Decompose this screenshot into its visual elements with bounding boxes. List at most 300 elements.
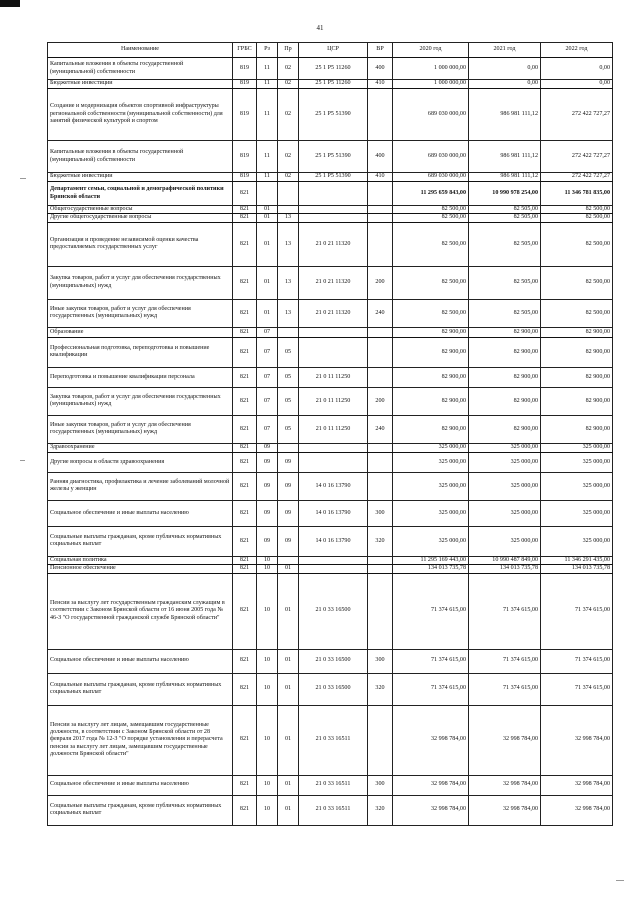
cell-2022: 272 422 727,27 (541, 173, 613, 182)
cell-grbs: 821 (233, 500, 257, 526)
cell-grbs: 821 (233, 367, 257, 387)
cell-name: Создание и модернизация объектов спортивной инфраструктуры региональной собственности (муниципальной собственности) для занятий физической культурой и спортом (48, 89, 233, 141)
cell-pr: 09 (278, 472, 299, 500)
cell-name: Другие вопросы в области здравоохранения (48, 452, 233, 472)
cell-vr: 410 (368, 173, 393, 182)
cell-2021: 325 000,00 (469, 526, 541, 556)
cell-csr: 25 1 P5 11260 (299, 58, 368, 80)
cell-grbs: 819 (233, 173, 257, 182)
cell-pr: 02 (278, 80, 299, 89)
cell-vr (368, 452, 393, 472)
cell-pr (278, 556, 299, 564)
cell-vr (368, 206, 393, 214)
cell-2022: 134 013 735,78 (541, 565, 613, 573)
cell-2021: 325 000,00 (469, 452, 541, 472)
table-row (48, 795, 613, 825)
cell-2020: 689 030 000,00 (393, 173, 469, 182)
table-row (48, 443, 613, 452)
cell-grbs: 821 (233, 775, 257, 795)
cell-vr (368, 367, 393, 387)
header-csr: ЦСР (299, 43, 368, 58)
table-row (48, 649, 613, 673)
cell-2021: 0,00 (469, 58, 541, 80)
cell-pr: 13 (278, 214, 299, 222)
cell-2022: 71 374 615,00 (541, 573, 613, 649)
cell-2022: 11 346 781 835,00 (541, 182, 613, 206)
cell-2021: 82 900,00 (469, 337, 541, 367)
table-row (48, 141, 613, 173)
cell-name: Ранняя диагностика, профилактика и лечение заболеваний молочной железы у женщин (48, 472, 233, 500)
cell-rz: 09 (257, 443, 278, 452)
cell-name: Департамент семьи, социальной и демографической политики Брянской области (48, 182, 233, 206)
table-row (48, 367, 613, 387)
cell-2022: 82 900,00 (541, 415, 613, 443)
cell-rz (257, 182, 278, 206)
cell-grbs: 821 (233, 705, 257, 775)
cell-pr: 02 (278, 141, 299, 173)
table-header-row (48, 43, 613, 58)
table-row (48, 500, 613, 526)
budget-table (47, 42, 613, 826)
cell-pr: 05 (278, 415, 299, 443)
cell-name: Образование (48, 327, 233, 337)
cell-csr: 21 0 33 16500 (299, 673, 368, 705)
cell-vr (368, 182, 393, 206)
cell-name: Капитальные вложения в объекты государственной (муниципальной) собственности (48, 141, 233, 173)
cell-grbs: 819 (233, 58, 257, 80)
cell-2021: 82 900,00 (469, 327, 541, 337)
cell-grbs: 821 (233, 387, 257, 415)
cell-vr: 320 (368, 673, 393, 705)
cell-csr: 21 0 11 11250 (299, 387, 368, 415)
cell-2022: 32 998 784,00 (541, 705, 613, 775)
cell-name: Капитальные вложения в объекты государственной (муниципальной) собственности (48, 58, 233, 80)
cell-vr (368, 327, 393, 337)
cell-2022: 0,00 (541, 58, 613, 80)
cell-rz: 10 (257, 673, 278, 705)
cell-rz: 10 (257, 775, 278, 795)
table-row (48, 89, 613, 141)
cell-csr (299, 452, 368, 472)
cell-rz: 07 (257, 387, 278, 415)
cell-csr: 21 0 21 11320 (299, 222, 368, 266)
cell-2020: 32 998 784,00 (393, 795, 469, 825)
cell-grbs: 821 (233, 327, 257, 337)
cell-2021: 82 900,00 (469, 367, 541, 387)
cell-rz: 10 (257, 705, 278, 775)
cell-pr: 05 (278, 367, 299, 387)
table-row (48, 214, 613, 222)
cell-csr: 21 0 11 11250 (299, 367, 368, 387)
cell-2022: 82 900,00 (541, 327, 613, 337)
cell-2022: 71 374 615,00 (541, 673, 613, 705)
cell-vr: 400 (368, 58, 393, 80)
header-year-2022: 2022 год (541, 43, 613, 58)
cell-name: Организация и проведение независимой оценки качества предоставляемых государственных услуг (48, 222, 233, 266)
cell-vr (368, 214, 393, 222)
cell-pr: 01 (278, 649, 299, 673)
cell-2020: 71 374 615,00 (393, 573, 469, 649)
cell-csr (299, 337, 368, 367)
cell-2022: 82 500,00 (541, 266, 613, 299)
cell-name: Социальные выплаты гражданам, кроме публичных нормативных социальных выплат (48, 526, 233, 556)
cell-pr: 01 (278, 705, 299, 775)
cell-csr (299, 556, 368, 564)
cell-vr: 410 (368, 80, 393, 89)
cell-pr: 02 (278, 58, 299, 80)
cell-grbs: 821 (233, 206, 257, 214)
cell-2022: 82 500,00 (541, 214, 613, 222)
page-number: 41 (316, 24, 324, 32)
table-row (48, 573, 613, 649)
cell-name: Общегосударственные вопросы (48, 206, 233, 214)
cell-rz: 11 (257, 173, 278, 182)
cell-2020: 82 900,00 (393, 337, 469, 367)
cell-csr: 14 0 16 13790 (299, 500, 368, 526)
cell-rz: 11 (257, 89, 278, 141)
cell-rz: 10 (257, 649, 278, 673)
cell-2020: 82 900,00 (393, 387, 469, 415)
cell-2022: 32 998 784,00 (541, 775, 613, 795)
cell-2021: 71 374 615,00 (469, 573, 541, 649)
cell-csr: 21 0 21 11320 (299, 266, 368, 299)
cell-vr (368, 705, 393, 775)
cell-pr: 01 (278, 795, 299, 825)
cell-2021: 71 374 615,00 (469, 673, 541, 705)
header-grbs: ГРБС (233, 43, 257, 58)
header-rz: Рз (257, 43, 278, 58)
cell-csr: 14 0 16 13790 (299, 472, 368, 500)
table-body (48, 43, 613, 826)
cell-vr: 400 (368, 141, 393, 173)
cell-name: Социальное обеспечение и иные выплаты населению (48, 649, 233, 673)
cell-pr: 09 (278, 526, 299, 556)
table-row (48, 565, 613, 573)
cell-name: Социальное обеспечение и иные выплаты населению (48, 775, 233, 795)
cell-rz: 10 (257, 795, 278, 825)
cell-grbs: 821 (233, 573, 257, 649)
cell-rz: 07 (257, 415, 278, 443)
cell-vr (368, 443, 393, 452)
cell-name: Закупка товаров, работ и услуг для обеспечения государственных (муниципальных) нужд (48, 387, 233, 415)
margin-tick (20, 178, 26, 179)
cell-2022: 272 422 727,27 (541, 141, 613, 173)
cell-vr: 300 (368, 775, 393, 795)
cell-2020: 325 000,00 (393, 472, 469, 500)
cell-grbs: 821 (233, 452, 257, 472)
table-row (48, 526, 613, 556)
table-row (48, 452, 613, 472)
cell-2020: 325 000,00 (393, 500, 469, 526)
table-row (48, 80, 613, 89)
cell-2020: 325 000,00 (393, 526, 469, 556)
cell-grbs: 821 (233, 649, 257, 673)
cell-rz: 11 (257, 80, 278, 89)
cell-2022: 325 000,00 (541, 472, 613, 500)
cell-2020: 1 000 000,00 (393, 58, 469, 80)
cell-rz: 01 (257, 206, 278, 214)
cell-pr: 01 (278, 775, 299, 795)
cell-name: Пенсии за выслугу лет государственным гражданским служащим в соответствии с Законом Брянской области от 16 июня 2005 года № 46-З "О государственной гражданской службе Брянской области" (48, 573, 233, 649)
scan-corner-mark (0, 0, 20, 7)
cell-grbs: 821 (233, 526, 257, 556)
cell-2021: 82 900,00 (469, 387, 541, 415)
cell-2020: 82 900,00 (393, 327, 469, 337)
cell-2022: 325 000,00 (541, 500, 613, 526)
cell-name: Бюджетные инвестиции (48, 80, 233, 89)
cell-2020: 11 295 659 843,00 (393, 182, 469, 206)
cell-2021: 82 505,00 (469, 299, 541, 327)
cell-2021: 0,00 (469, 80, 541, 89)
cell-csr: 25 1 P5 51390 (299, 89, 368, 141)
cell-pr: 01 (278, 565, 299, 573)
cell-grbs: 819 (233, 141, 257, 173)
cell-rz: 01 (257, 222, 278, 266)
cell-grbs: 819 (233, 80, 257, 89)
cell-2021: 82 505,00 (469, 214, 541, 222)
cell-2021: 10 990 978 254,00 (469, 182, 541, 206)
table-row (48, 299, 613, 327)
cell-grbs: 821 (233, 214, 257, 222)
cell-rz: 10 (257, 573, 278, 649)
cell-grbs: 821 (233, 565, 257, 573)
cell-grbs: 821 (233, 337, 257, 367)
table-row (48, 182, 613, 206)
margin-tick (20, 460, 25, 461)
cell-vr (368, 222, 393, 266)
cell-vr: 320 (368, 526, 393, 556)
cell-name: Пенсионное обеспечение (48, 565, 233, 573)
cell-grbs: 821 (233, 266, 257, 299)
cell-2020: 71 374 615,00 (393, 649, 469, 673)
cell-csr: 25 1 P5 11260 (299, 80, 368, 89)
cell-csr (299, 565, 368, 573)
cell-csr (299, 327, 368, 337)
cell-2022: 82 500,00 (541, 206, 613, 214)
cell-vr: 320 (368, 795, 393, 825)
table-row (48, 58, 613, 80)
cell-2022: 272 422 727,27 (541, 89, 613, 141)
cell-2022: 82 500,00 (541, 299, 613, 327)
cell-2021: 325 000,00 (469, 500, 541, 526)
cell-name: Иные закупки товаров, работ и услуг для обеспечения государственных (муниципальных) нужд (48, 299, 233, 327)
cell-csr (299, 443, 368, 452)
cell-csr: 21 0 33 16511 (299, 775, 368, 795)
cell-rz: 09 (257, 500, 278, 526)
cell-vr (368, 573, 393, 649)
cell-2020: 32 998 784,00 (393, 775, 469, 795)
cell-2021: 325 000,00 (469, 443, 541, 452)
cell-pr: 05 (278, 387, 299, 415)
cell-csr (299, 214, 368, 222)
cell-pr: 13 (278, 266, 299, 299)
table-row (48, 556, 613, 564)
cell-name: Бюджетные инвестиции (48, 173, 233, 182)
cell-csr: 25 1 P5 51390 (299, 173, 368, 182)
table-row (48, 206, 613, 214)
cell-2020: 325 000,00 (393, 443, 469, 452)
cell-name: Социальные выплаты гражданам, кроме публичных нормативных социальных выплат (48, 673, 233, 705)
cell-name: Закупка товаров, работ и услуг для обеспечения государственных (муниципальных) нужд (48, 266, 233, 299)
table-row (48, 337, 613, 367)
cell-pr: 09 (278, 452, 299, 472)
cell-csr: 21 0 21 11320 (299, 299, 368, 327)
cell-2021: 82 900,00 (469, 415, 541, 443)
cell-2022: 325 000,00 (541, 452, 613, 472)
cell-2022: 325 000,00 (541, 443, 613, 452)
table-row (48, 415, 613, 443)
cell-2021: 32 998 784,00 (469, 795, 541, 825)
cell-pr: 05 (278, 337, 299, 367)
table-row (48, 387, 613, 415)
cell-pr: 01 (278, 573, 299, 649)
cell-2022: 325 000,00 (541, 526, 613, 556)
cell-pr: 13 (278, 222, 299, 266)
header-vr: ВР (368, 43, 393, 58)
cell-grbs: 821 (233, 182, 257, 206)
table-row (48, 222, 613, 266)
cell-name: Профессиональная подготовка, переподготовка и повышение квалификации (48, 337, 233, 367)
cell-rz: 10 (257, 556, 278, 564)
cell-csr: 21 0 33 16500 (299, 573, 368, 649)
header-year-2020: 2020 год (393, 43, 469, 58)
cell-2020: 689 030 000,00 (393, 89, 469, 141)
margin-tick (616, 880, 624, 881)
cell-pr (278, 182, 299, 206)
cell-csr: 25 1 P5 51390 (299, 141, 368, 173)
cell-2020: 82 900,00 (393, 415, 469, 443)
cell-name: Социальные выплаты гражданам, кроме публичных нормативных социальных выплат (48, 795, 233, 825)
cell-2021: 134 013 735,78 (469, 565, 541, 573)
cell-vr (368, 472, 393, 500)
table-row (48, 266, 613, 299)
cell-pr: 13 (278, 299, 299, 327)
cell-csr: 21 0 11 11250 (299, 415, 368, 443)
cell-2021: 82 505,00 (469, 222, 541, 266)
cell-2020: 32 998 784,00 (393, 705, 469, 775)
cell-2022: 82 500,00 (541, 222, 613, 266)
cell-rz: 09 (257, 472, 278, 500)
cell-name: Социальное обеспечение и иные выплаты населению (48, 500, 233, 526)
cell-2021: 32 998 784,00 (469, 775, 541, 795)
cell-pr: 09 (278, 500, 299, 526)
cell-csr (299, 206, 368, 214)
cell-rz: 01 (257, 266, 278, 299)
cell-grbs: 821 (233, 472, 257, 500)
cell-rz: 07 (257, 367, 278, 387)
cell-2022: 82 900,00 (541, 387, 613, 415)
cell-vr: 240 (368, 299, 393, 327)
cell-2021: 986 981 111,12 (469, 89, 541, 141)
cell-2020: 325 000,00 (393, 452, 469, 472)
cell-grbs: 821 (233, 299, 257, 327)
cell-2022: 82 900,00 (541, 337, 613, 367)
cell-rz: 09 (257, 526, 278, 556)
table-row (48, 472, 613, 500)
cell-csr: 21 0 33 16500 (299, 649, 368, 673)
cell-vr (368, 337, 393, 367)
cell-2020: 82 500,00 (393, 222, 469, 266)
cell-grbs: 821 (233, 673, 257, 705)
cell-vr: 300 (368, 500, 393, 526)
cell-grbs: 821 (233, 795, 257, 825)
cell-2021: 986 981 111,12 (469, 141, 541, 173)
cell-rz: 10 (257, 565, 278, 573)
cell-pr (278, 206, 299, 214)
cell-2020: 689 030 000,00 (393, 141, 469, 173)
cell-name: Социальная политика (48, 556, 233, 564)
cell-2020: 82 900,00 (393, 367, 469, 387)
cell-rz: 01 (257, 299, 278, 327)
cell-2021: 71 374 615,00 (469, 649, 541, 673)
header-name: Наименование (48, 43, 233, 58)
table-row (48, 775, 613, 795)
cell-vr: 240 (368, 415, 393, 443)
cell-2020: 82 500,00 (393, 266, 469, 299)
cell-2021: 10 990 487 849,00 (469, 556, 541, 564)
cell-name: Переподготовка и повышение квалификации персонала (48, 367, 233, 387)
header-pr: Пр (278, 43, 299, 58)
cell-grbs: 819 (233, 89, 257, 141)
cell-2022: 32 998 784,00 (541, 795, 613, 825)
cell-grbs: 821 (233, 556, 257, 564)
cell-csr (299, 182, 368, 206)
cell-vr (368, 556, 393, 564)
cell-vr (368, 89, 393, 141)
cell-pr: 02 (278, 89, 299, 141)
cell-rz: 07 (257, 337, 278, 367)
cell-rz: 07 (257, 327, 278, 337)
table-row (48, 705, 613, 775)
cell-pr (278, 443, 299, 452)
cell-pr (278, 327, 299, 337)
cell-2020: 134 013 735,78 (393, 565, 469, 573)
cell-2020: 11 295 169 443,00 (393, 556, 469, 564)
cell-name: Здравоохранение (48, 443, 233, 452)
cell-vr: 300 (368, 649, 393, 673)
cell-2021: 82 505,00 (469, 206, 541, 214)
cell-2022: 71 374 615,00 (541, 649, 613, 673)
cell-2020: 71 374 615,00 (393, 673, 469, 705)
cell-2020: 1 000 000,00 (393, 80, 469, 89)
cell-2021: 32 998 784,00 (469, 705, 541, 775)
cell-2020: 82 500,00 (393, 299, 469, 327)
cell-csr: 21 0 33 16511 (299, 705, 368, 775)
table-row (48, 327, 613, 337)
cell-2022: 0,00 (541, 80, 613, 89)
cell-pr: 01 (278, 673, 299, 705)
cell-rz: 11 (257, 58, 278, 80)
cell-grbs: 821 (233, 222, 257, 266)
cell-2020: 82 500,00 (393, 206, 469, 214)
cell-csr: 21 0 33 16511 (299, 795, 368, 825)
cell-2022: 11 346 291 435,00 (541, 556, 613, 564)
cell-vr: 200 (368, 266, 393, 299)
cell-rz: 01 (257, 214, 278, 222)
table-row (48, 673, 613, 705)
table-row (48, 173, 613, 182)
cell-2021: 82 505,00 (469, 266, 541, 299)
header-year-2021: 2021 год (469, 43, 541, 58)
cell-2021: 986 981 111,12 (469, 173, 541, 182)
cell-grbs: 821 (233, 443, 257, 452)
cell-name: Другие общегосударственные вопросы (48, 214, 233, 222)
cell-grbs: 821 (233, 415, 257, 443)
cell-2020: 82 500,00 (393, 214, 469, 222)
cell-name: Иные закупки товаров, работ и услуг для обеспечения государственных (муниципальных) нужд (48, 415, 233, 443)
cell-rz: 11 (257, 141, 278, 173)
cell-name: Пенсии за выслугу лет лицам, замещавшим государственные должности, в соответствии с Законом Брянской области от 28 февраля 2017 года № 12-З "О порядке установления и перерасчета пенсии за выслугу лет лицам, замещавшим государственные должности Брянской области" (48, 705, 233, 775)
